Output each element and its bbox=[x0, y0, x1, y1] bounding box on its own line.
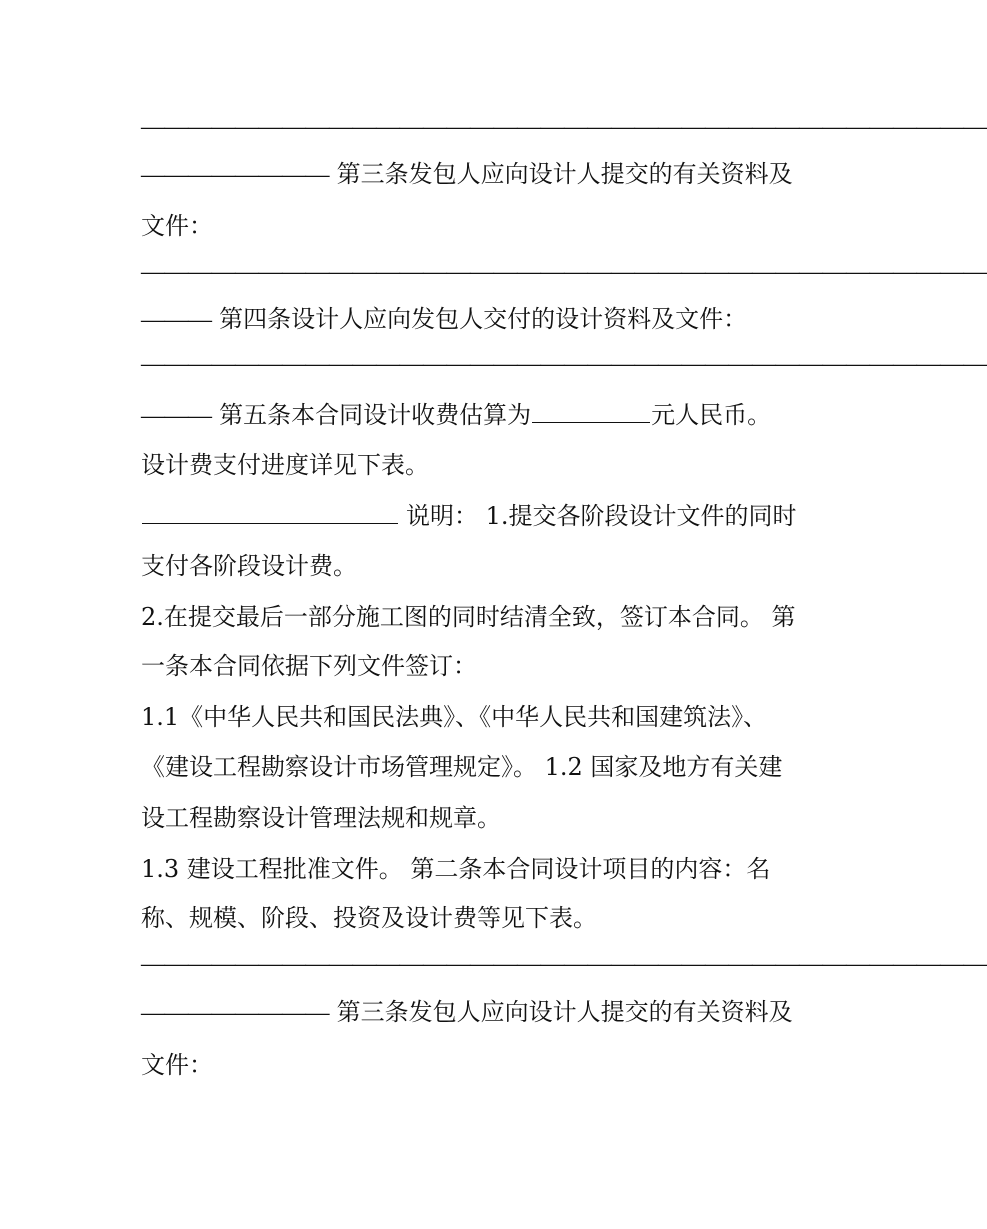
basis-1-1-text: 1.1《中华人民共和国民法典》、《中华人民共和国建筑法》、 bbox=[141, 703, 768, 731]
note-continuation: 支付各阶段设计费。 bbox=[141, 552, 357, 580]
text-line bbox=[141, 849, 821, 889]
article-3-continuation-repeat: 文件： bbox=[141, 1051, 213, 1079]
article-5-unit: 元人民币。 bbox=[651, 401, 772, 429]
article-3-text: 第三条发包人应向设计人提交的有关资料及 bbox=[336, 160, 793, 188]
article-3-continuation: 文件： bbox=[141, 212, 213, 240]
separator-line bbox=[141, 343, 987, 383]
separator-line bbox=[141, 943, 987, 983]
text-line bbox=[141, 898, 821, 938]
text-line bbox=[141, 646, 821, 686]
dash-rule: ——— bbox=[141, 403, 212, 429]
dash-rule: ——— bbox=[141, 307, 212, 333]
text-line bbox=[141, 798, 821, 838]
dash-rule: ———————— bbox=[141, 1000, 329, 1026]
basis-1-3-text: 1.3 建设工程批准文件。 第二条本合同设计项目的内容：名 bbox=[141, 855, 771, 883]
fee-amount-blank bbox=[532, 400, 650, 423]
article-4-heading bbox=[141, 299, 821, 339]
text-line bbox=[141, 697, 821, 737]
basis-1-2-continuation: 设工程勘察设计管理法规和规章。 bbox=[141, 804, 501, 832]
text-line bbox=[141, 546, 821, 586]
article-3-heading bbox=[141, 154, 821, 194]
table-placeholder-blank bbox=[142, 501, 398, 524]
dash-rule: ———————————————————————————————————— bbox=[141, 351, 987, 377]
separator-line bbox=[141, 251, 987, 291]
note-text: 说明： 1.提交各阶段设计文件的同时 bbox=[406, 502, 797, 530]
article-3-text-repeat: 第三条发包人应向设计人提交的有关资料及 bbox=[336, 998, 793, 1026]
text-line bbox=[141, 597, 821, 637]
text-line bbox=[141, 445, 821, 485]
text-line bbox=[141, 206, 821, 246]
article-5-text: 第五条本合同设计收费估算为 bbox=[219, 401, 532, 429]
dash-rule: ———————————————————————————————————— bbox=[141, 114, 987, 140]
settlement-text: 2.在提交最后一部分施工图的同时结清全致，签订本合同。 第 bbox=[141, 603, 796, 631]
article-2-continuation: 称、规模、阶段、投资及设计费等见下表。 bbox=[141, 904, 597, 932]
article-5-heading bbox=[141, 395, 821, 435]
payment-schedule-text: 设计费支付进度详见下表。 bbox=[141, 451, 429, 479]
article-3-heading-repeat bbox=[141, 992, 821, 1032]
separator-line bbox=[141, 106, 987, 146]
basis-1-2-text: 《建设工程勘察设计市场管理规定》。 1.2 国家及地方有关建 bbox=[141, 753, 783, 781]
text-line bbox=[141, 1045, 821, 1085]
article-1-text: 一条本合同依据下列文件签订： bbox=[141, 652, 477, 680]
article-4-text: 第四条设计人应向发包人交付的设计资料及文件： bbox=[219, 305, 748, 333]
note-line bbox=[141, 496, 821, 536]
dash-rule: ———————————————————————————————————— bbox=[141, 259, 987, 285]
dash-rule: ———————————————————————————————————— bbox=[141, 951, 987, 977]
text-line bbox=[141, 747, 821, 787]
dash-rule: ———————— bbox=[141, 162, 329, 188]
